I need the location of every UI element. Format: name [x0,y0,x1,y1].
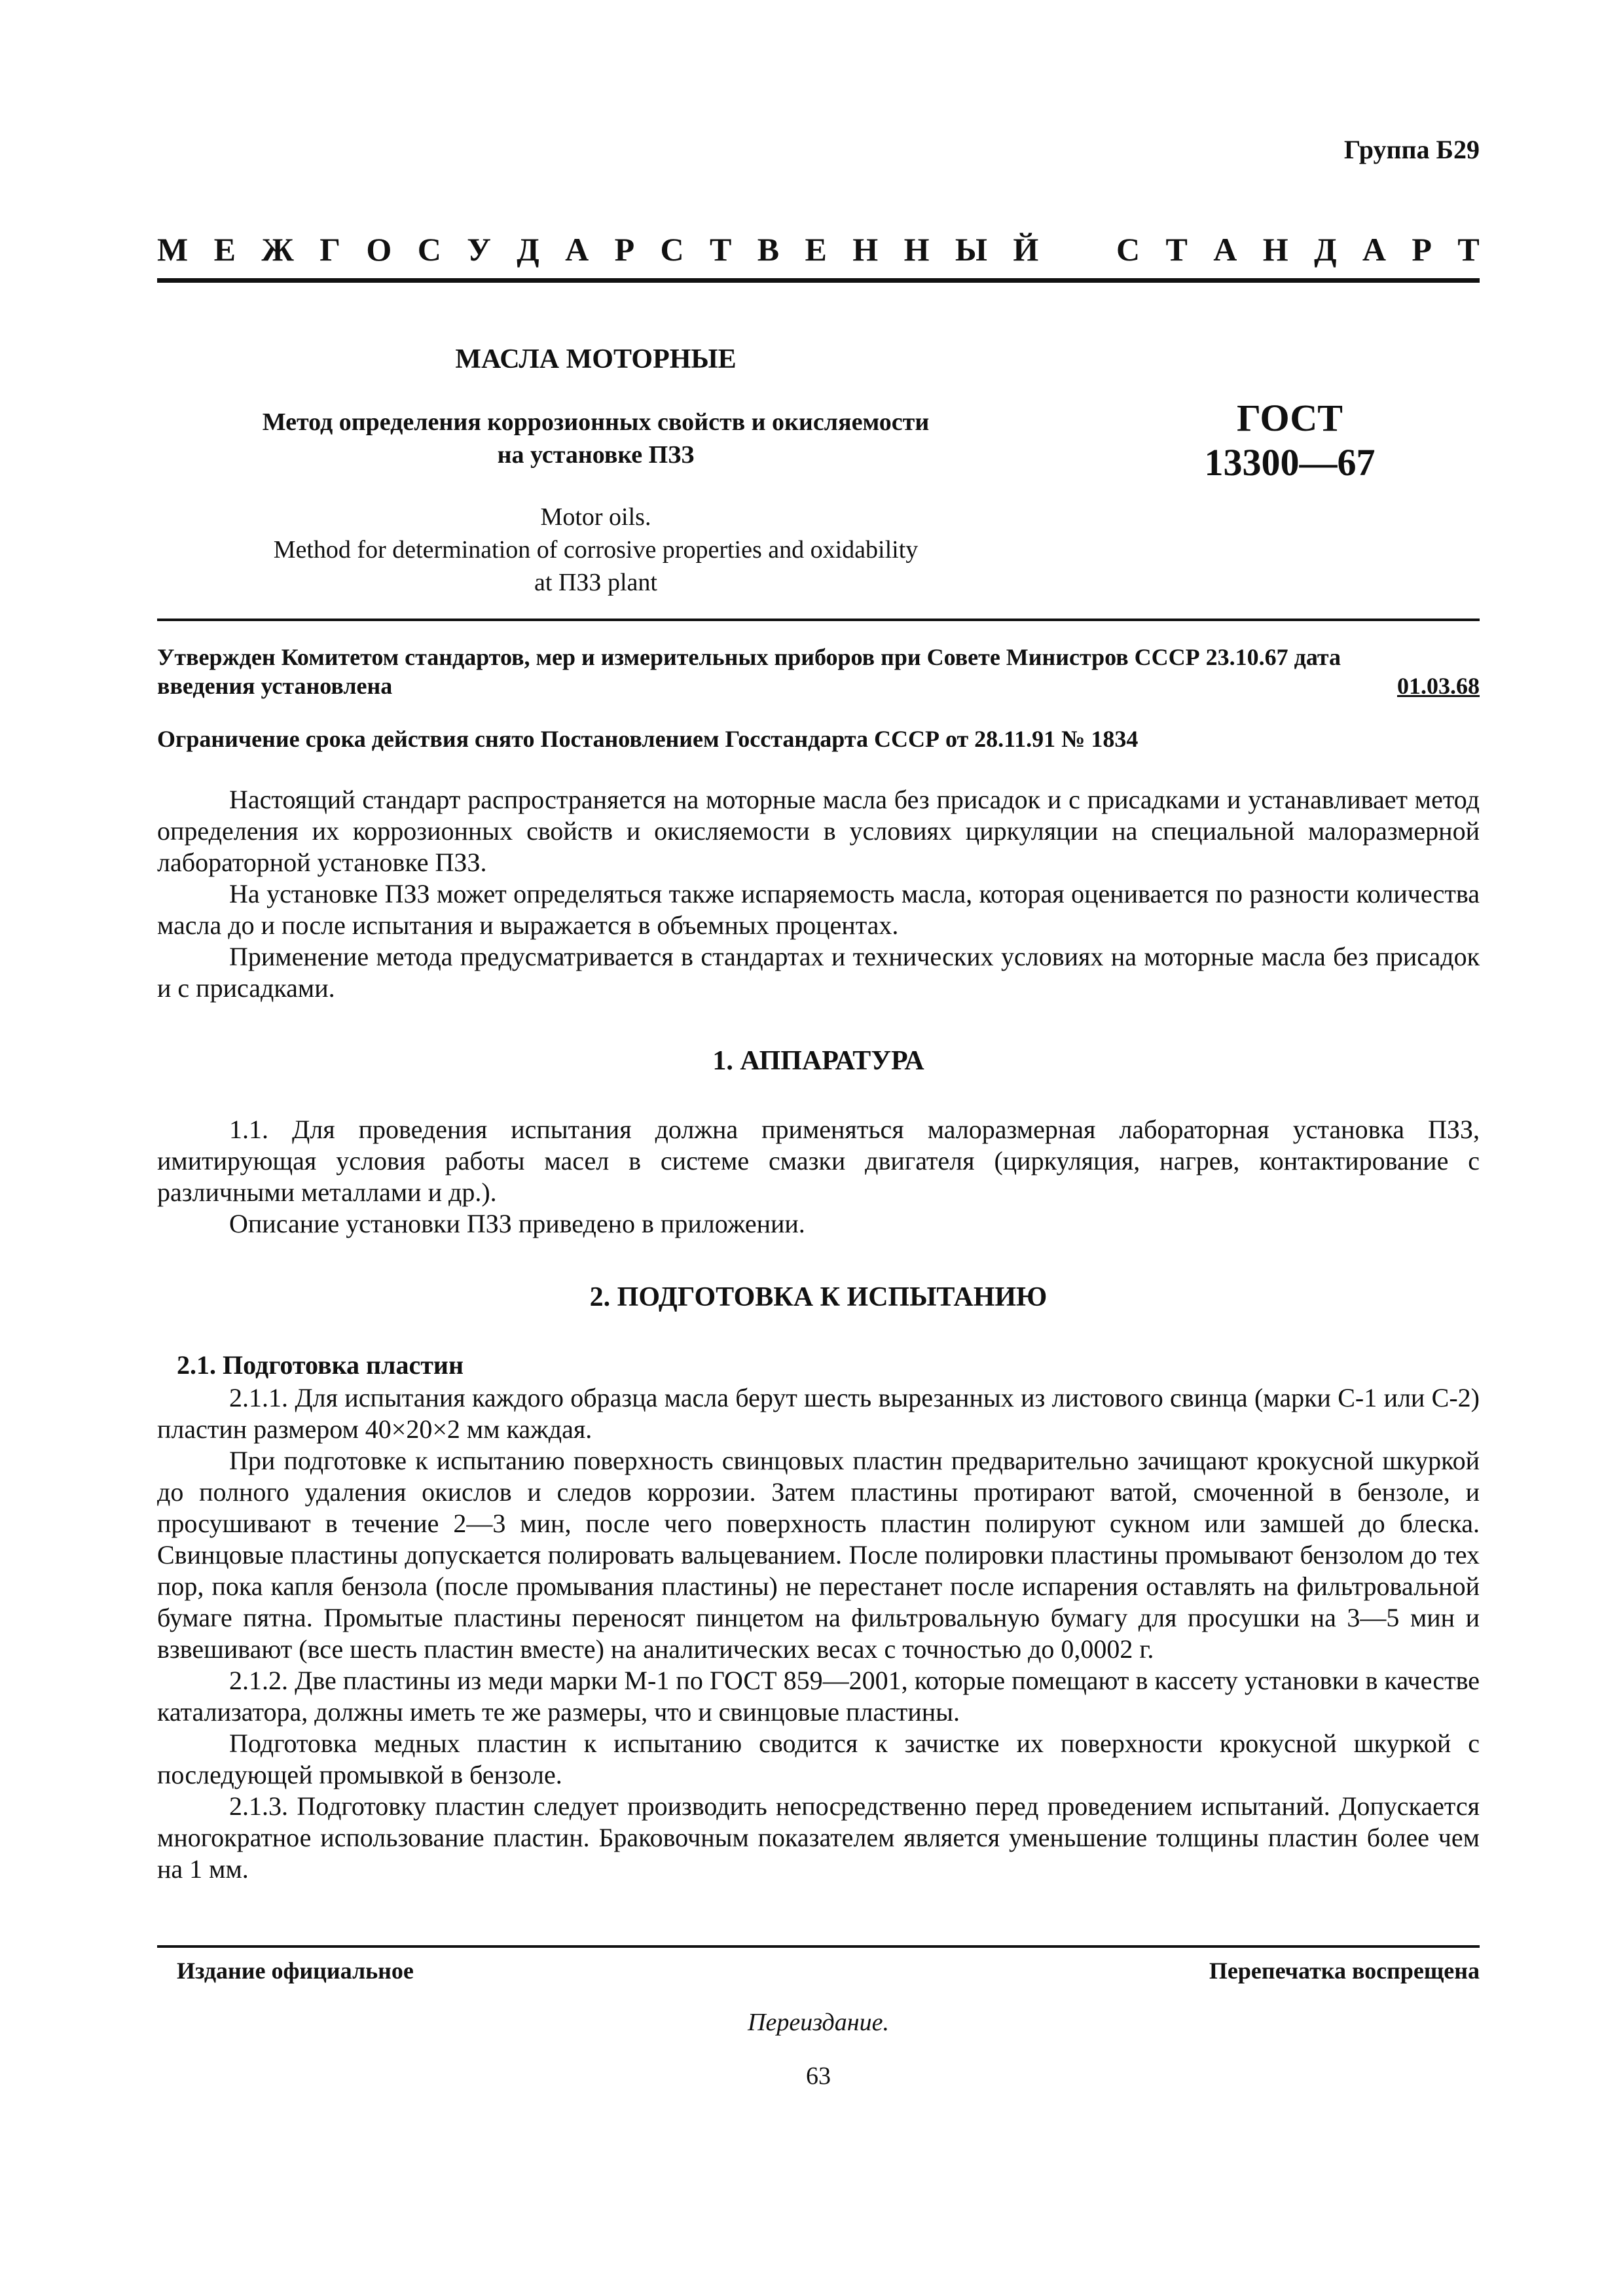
group-code: Группа Б29 [1343,135,1480,164]
approval-line-2 [157,672,1480,700]
banner-letter: М [157,231,189,268]
banner-letter: Н [852,231,879,268]
banner-letter: Т [1165,231,1188,268]
banner-letter: С [660,231,684,268]
limitation-note: Ограничение срока действия снято Постановлением Госстандарта СССР от 28.11.91 № 1834 [157,726,1139,752]
approval-line-2-text: введения установлена [157,673,393,699]
intro-text [157,784,1480,1004]
english-title-line-3: at ПЗЗ plant [534,569,657,596]
section-2-paragraph-3: 2.1.2. Две пластины из меди марки М-1 по ГОСТ 859—2001, которые помещают в кассету установки в качестве катализатора, должны иметь те же размеры, что и свинцовые пластины. [157,1666,1480,1727]
subtitle-line-2: на установке ПЗЗ [497,441,695,469]
banner-letter: Р [614,231,635,268]
standard-banner [157,230,1480,268]
banner-letter: С [1116,231,1140,268]
section-1-paragraph-1: 1.1. Для проведения испытания должна применяться малоразмерная лабораторная установка ПЗЗ, имитирующая условия работы масел в системе смазки двигателя (циркуляция, нагрев, контактирование с различными металлами и др.). [157,1115,1480,1207]
banner-letter: О [366,231,392,268]
banner-letter: Р [1412,231,1432,268]
banner-rule [157,278,1480,283]
approval-line-1: Утвержден Комитетом стандартов, мер и измерительных приборов при Совете Министров СССР 23.10.67 дата [157,644,1341,670]
reissue-note: Переиздание. [748,2009,889,2036]
banner-letter: Т [710,231,732,268]
banner-letter: Т [1457,231,1480,268]
banner-letter: Ж [261,231,294,268]
title-rule [157,619,1480,621]
document-page [157,0,1480,2296]
english-title [157,501,1034,599]
gost-number [1139,396,1440,485]
gost-label: ГОСТ [1237,397,1343,439]
banner-letter: Й [1013,231,1039,268]
banner-letter: Н [1262,231,1288,268]
english-title-line-2: Method for determination of corrosive properties and oxidability [273,536,919,564]
section-2-paragraph-5: 2.1.3. Подготовку пластин следует производить непосредственно перед проведением испытаний. Допускается многократное использование пластин. Браковочным показателем является уменьшение толщины пластин более чем на 1 мм. [157,1791,1480,1884]
banner-letter: Ы [955,231,987,268]
banner-letter: Д [1314,231,1337,268]
introduction-date: 01.03.68 [1397,673,1480,699]
intro-paragraph-3: Применение метода предусматривается в стандартах и технических условиях на моторные масла без присадок и с присадками. [157,942,1480,1003]
section-1-title: 1. АППАРАТУРА [712,1046,924,1076]
banner-letter: В [757,231,780,268]
banner-letter: Е [213,231,236,268]
official-edition-label: Издание официальное [177,1958,414,1984]
intro-paragraph-2: На установке ПЗЗ может определяться также испаряемость масла, которая оценивается по разности количества масла до и после испытания и выражается в объемных процентах. [157,879,1480,940]
page-number: 63 [806,2062,831,2090]
subsection-2-1-title: 2.1. Подготовка пластин [177,1350,464,1380]
banner-letter: А [565,231,589,268]
section-2-title: 2. ПОДГОТОВКА К ИСПЫТАНИЮ [589,1282,1048,1312]
section-2-paragraph-2: При подготовке к испытанию поверхность свинцовых пластин предварительно зачищают крокусной шкуркой до полного удаления окислов и следов коррозии. Затем пластины протирают ватой, смоченной в бензоле, и просушивают в течение 2—3 мин, после чего поверхность пластин полируют сукном или замшей до блеска. Свинцовые пластины допускается полировать вальцеванием. После полировки пластины промывают бензолом до тех пор, пока капля бензола (после промывания пластины) не перестанет после испарения оставлять на фильтровальной бумаге пятна. Промытые пластины переносят пинцетом на фильтровальную бумагу для просушки на 3—5 мин и взвешивают (все шесть пластин вместе) на аналитических весах с точностью до 0,0002 г. [157,1446,1480,1664]
banner-gap [1065,230,1091,268]
english-title-line-1: Motor oils. [540,503,651,531]
subtitle-line-1: Метод определения коррозионных свойств и окисляемости [262,408,930,436]
reprint-prohibited-label: Перепечатка воспрещена [1209,1958,1480,1984]
banner-letter: Д [517,231,539,268]
section-2-paragraph-1: 2.1.1. Для испытания каждого образца масла берут шесть вырезанных из листового свинца (марки С-1 или С-2) пластин размером 40×20×2 мм каждая. [157,1383,1480,1444]
section-2-text [157,1382,1480,1885]
banner-letter: А [1213,231,1237,268]
standard-subtitle [157,406,1034,471]
approval-statement [157,643,1480,700]
section-1-text [157,1114,1480,1240]
banner-letter: Н [903,231,930,268]
banner-letter: Е [805,231,827,268]
gost-code: 13300—67 [1204,441,1376,484]
banner-letter: Г [319,231,340,268]
footer [157,1957,1480,1984]
standard-title: МАСЛА МОТОРНЫЕ [455,344,737,374]
footer-rule [157,1945,1480,1948]
banner-letter: С [417,231,441,268]
banner-letter: У [467,231,491,268]
banner-letter: А [1362,231,1386,268]
section-2-paragraph-4: Подготовка медных пластин к испытанию сводится к зачистке их поверхности крокусной шкуркой с последующей промывкой в бензоле. [157,1729,1480,1789]
intro-paragraph-1: Настоящий стандарт распространяется на моторные масла без присадок и с присадками и устанавливает метод определения их коррозионных свойств и окисляемости в условиях циркуляции на специальной малоразмерной лабораторной установке ПЗЗ. [157,785,1480,877]
section-1-paragraph-2: Описание установки ПЗЗ приведено в приложении. [229,1209,805,1238]
